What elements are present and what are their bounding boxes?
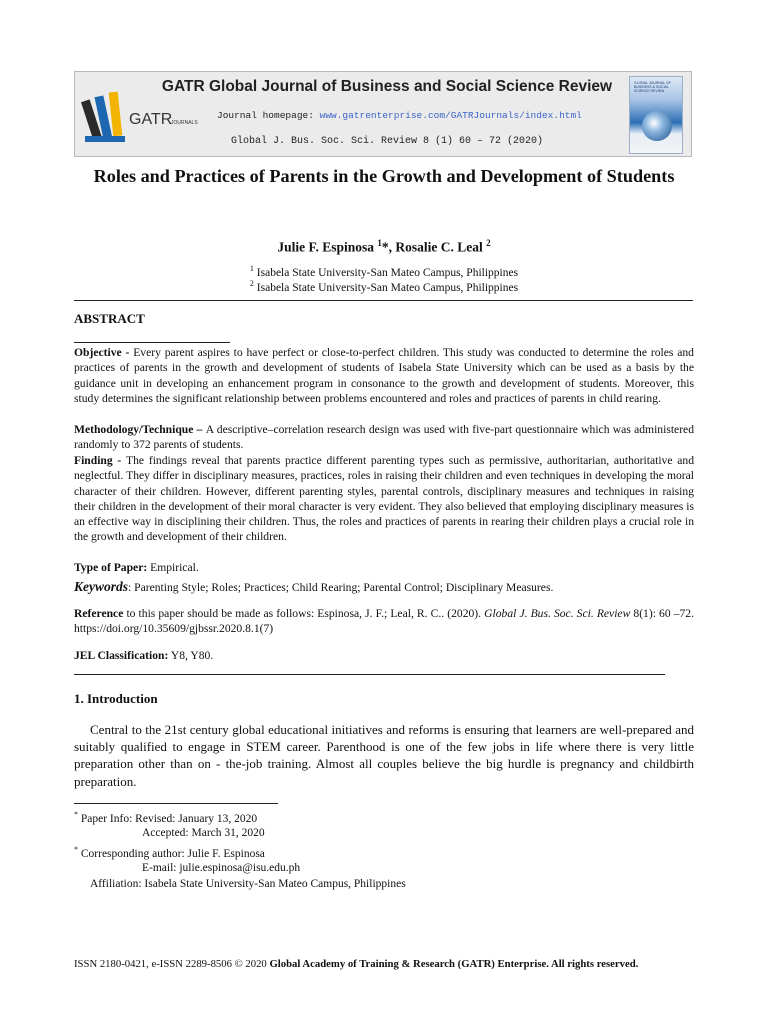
affiliation-mark: 1 bbox=[249, 264, 254, 273]
abstract-reference bbox=[74, 606, 694, 637]
paper-info-text: Paper Info: Revised: January 13, 2020 bbox=[78, 812, 258, 825]
journal-citation: Global J. Bus. Soc. Sci. Review 8 (1) 60 – 72 (2020) bbox=[231, 136, 544, 147]
reference-text: to this paper should be made as follows: Espinosa, J. F.; Leal, R. C.. (2020). bbox=[123, 607, 485, 620]
corresponding-mark: *, bbox=[381, 239, 396, 255]
footnote-email: E-mail: julie.espinosa@isu.edu.ph bbox=[142, 862, 301, 874]
svg-text:JOURNALS: JOURNALS bbox=[171, 120, 198, 126]
footnote-mark: * bbox=[74, 845, 78, 854]
author-name: Rosalie C. Leal bbox=[395, 239, 487, 255]
type-label: Type of Paper: bbox=[74, 561, 151, 574]
methodology-label: Methodology/Technique – bbox=[74, 423, 206, 436]
jel-text: Y8, Y80. bbox=[168, 649, 214, 662]
homepage-label: Journal homepage: bbox=[217, 110, 320, 121]
footnote-corresponding bbox=[74, 845, 265, 860]
homepage-link[interactable]: www.gatrenterprise.com/GATRJournals/index.html bbox=[319, 110, 582, 121]
objective-text: Every parent aspires to have perfect or close-to-perfect children. This study was conducted to determine the roles and practices of parents in the growth and development of students of Isabela State University which can be used as a basis by the guidance unit in developing an enhancement program in consonance to the growth and development of students. Moreover, this study determines the significant relationship between problems encountered and roles and practices of parents in child rearing. bbox=[74, 346, 694, 405]
abstract-methodology bbox=[74, 422, 694, 453]
abstract-heading-rule bbox=[74, 342, 230, 343]
journal-banner bbox=[74, 71, 692, 157]
keywords-text: : Parenting Style; Roles; Practices; Child Rearing; Parental Control; Disciplinary Measures. bbox=[128, 581, 554, 594]
journal-homepage bbox=[217, 110, 582, 121]
publisher-text: Global Academy of Training & Research (GATR) Enterprise. All rights reserved. bbox=[269, 958, 639, 970]
page-footer bbox=[74, 958, 694, 970]
journal-title: GATR Global Journal of Business and Social Science Review bbox=[161, 78, 613, 95]
author-affiliation-mark: 1 bbox=[377, 238, 382, 248]
divider bbox=[74, 300, 693, 301]
abstract-finding bbox=[74, 453, 694, 545]
globe-icon bbox=[642, 111, 672, 141]
divider bbox=[74, 674, 665, 675]
author-name: Julie F. Espinosa bbox=[277, 239, 378, 255]
affiliation-text: Isabela State University-San Mateo Campus, Philippines bbox=[253, 281, 519, 294]
jel-label: JEL Classification: bbox=[74, 649, 169, 662]
objective-label: Objective - bbox=[74, 346, 134, 359]
cover-title: GLOBAL JOURNAL OF BUSINESS & SOCIAL SCIENCE REVIEW bbox=[634, 81, 671, 93]
affiliation-text: Isabela State University-San Mateo Campus, Philippines bbox=[253, 266, 519, 279]
abstract-jel bbox=[74, 648, 694, 663]
issn-text: ISSN 2180-0421, e-ISSN 2289-8506 © 2020 bbox=[74, 958, 270, 970]
corresponding-text: Corresponding author: Julie F. Espinosa bbox=[78, 847, 265, 860]
book-stack-icon bbox=[81, 92, 125, 142]
author-line bbox=[74, 238, 694, 256]
author-affiliation-mark: 2 bbox=[486, 238, 491, 248]
affiliation-1 bbox=[74, 264, 694, 279]
abstract-heading: ABSTRACT bbox=[74, 311, 145, 326]
abstract-type bbox=[74, 560, 694, 575]
footnote-paper-info bbox=[74, 810, 257, 825]
reference-label: Reference bbox=[74, 607, 124, 620]
finding-text: The findings reveal that parents practice different parenting types such as permissive, authoritarian, authoritative and neglectful. They differ in disciplinary measures, practices, roles in raising their children and even techniques in developing the moral character of their children. However, different parenting styles, parental controls, disciplinary measures and techniques in raising their children in the development of their moral character is very evident. They also believed that employing disciplinary measures is an effective way in disciplining their children. Thus, the roles and practices of parents in rearing their children plays a crucial role in the growth and development of their children. bbox=[74, 454, 694, 544]
footnote-mark: * bbox=[74, 810, 78, 819]
affiliation-mark: 2 bbox=[249, 279, 254, 288]
affiliation-2 bbox=[74, 279, 694, 294]
type-text: Empirical. bbox=[150, 561, 199, 574]
paper-title: Roles and Practices of Parents in the Growth and Development of Students bbox=[93, 166, 675, 186]
footnote-rule bbox=[74, 803, 278, 804]
introduction-heading: 1. Introduction bbox=[74, 691, 158, 706]
introduction-text: Central to the 21st century global educational initiatives and reforms is ensuring that learners are well-prepared and suitably qualified to engage in STEM career. Parenthood is one of the few jobs in life where there is very little preparation other than on - the-job training. Almost all couples believe the big hurdle is pregnancy and childbirth preparation. bbox=[74, 722, 694, 789]
finding-label: Finding - bbox=[74, 454, 127, 467]
keywords-label: Keywords bbox=[74, 579, 128, 594]
abstract-keywords bbox=[74, 579, 694, 595]
svg-text:GATR: GATR bbox=[129, 111, 173, 128]
reference-tail: 8(1): 60 –72. https://doi.org/10.35609/gjbssr.2020.8.1(7) bbox=[74, 607, 694, 636]
reference-journal: Global J. Bus. Soc. Sci. Review bbox=[484, 607, 631, 620]
journal-cover-thumbnail bbox=[629, 76, 683, 154]
methodology-text: A descriptive–correlation research design was used with five-part questionnaire which was administered randomly to 372 parents of students. bbox=[74, 423, 694, 452]
footnote-affiliation: Affiliation: Isabela State University-San Mateo Campus, Philippines bbox=[90, 878, 406, 890]
footnote-accepted: Accepted: March 31, 2020 bbox=[142, 827, 265, 839]
abstract-objective bbox=[74, 345, 694, 406]
